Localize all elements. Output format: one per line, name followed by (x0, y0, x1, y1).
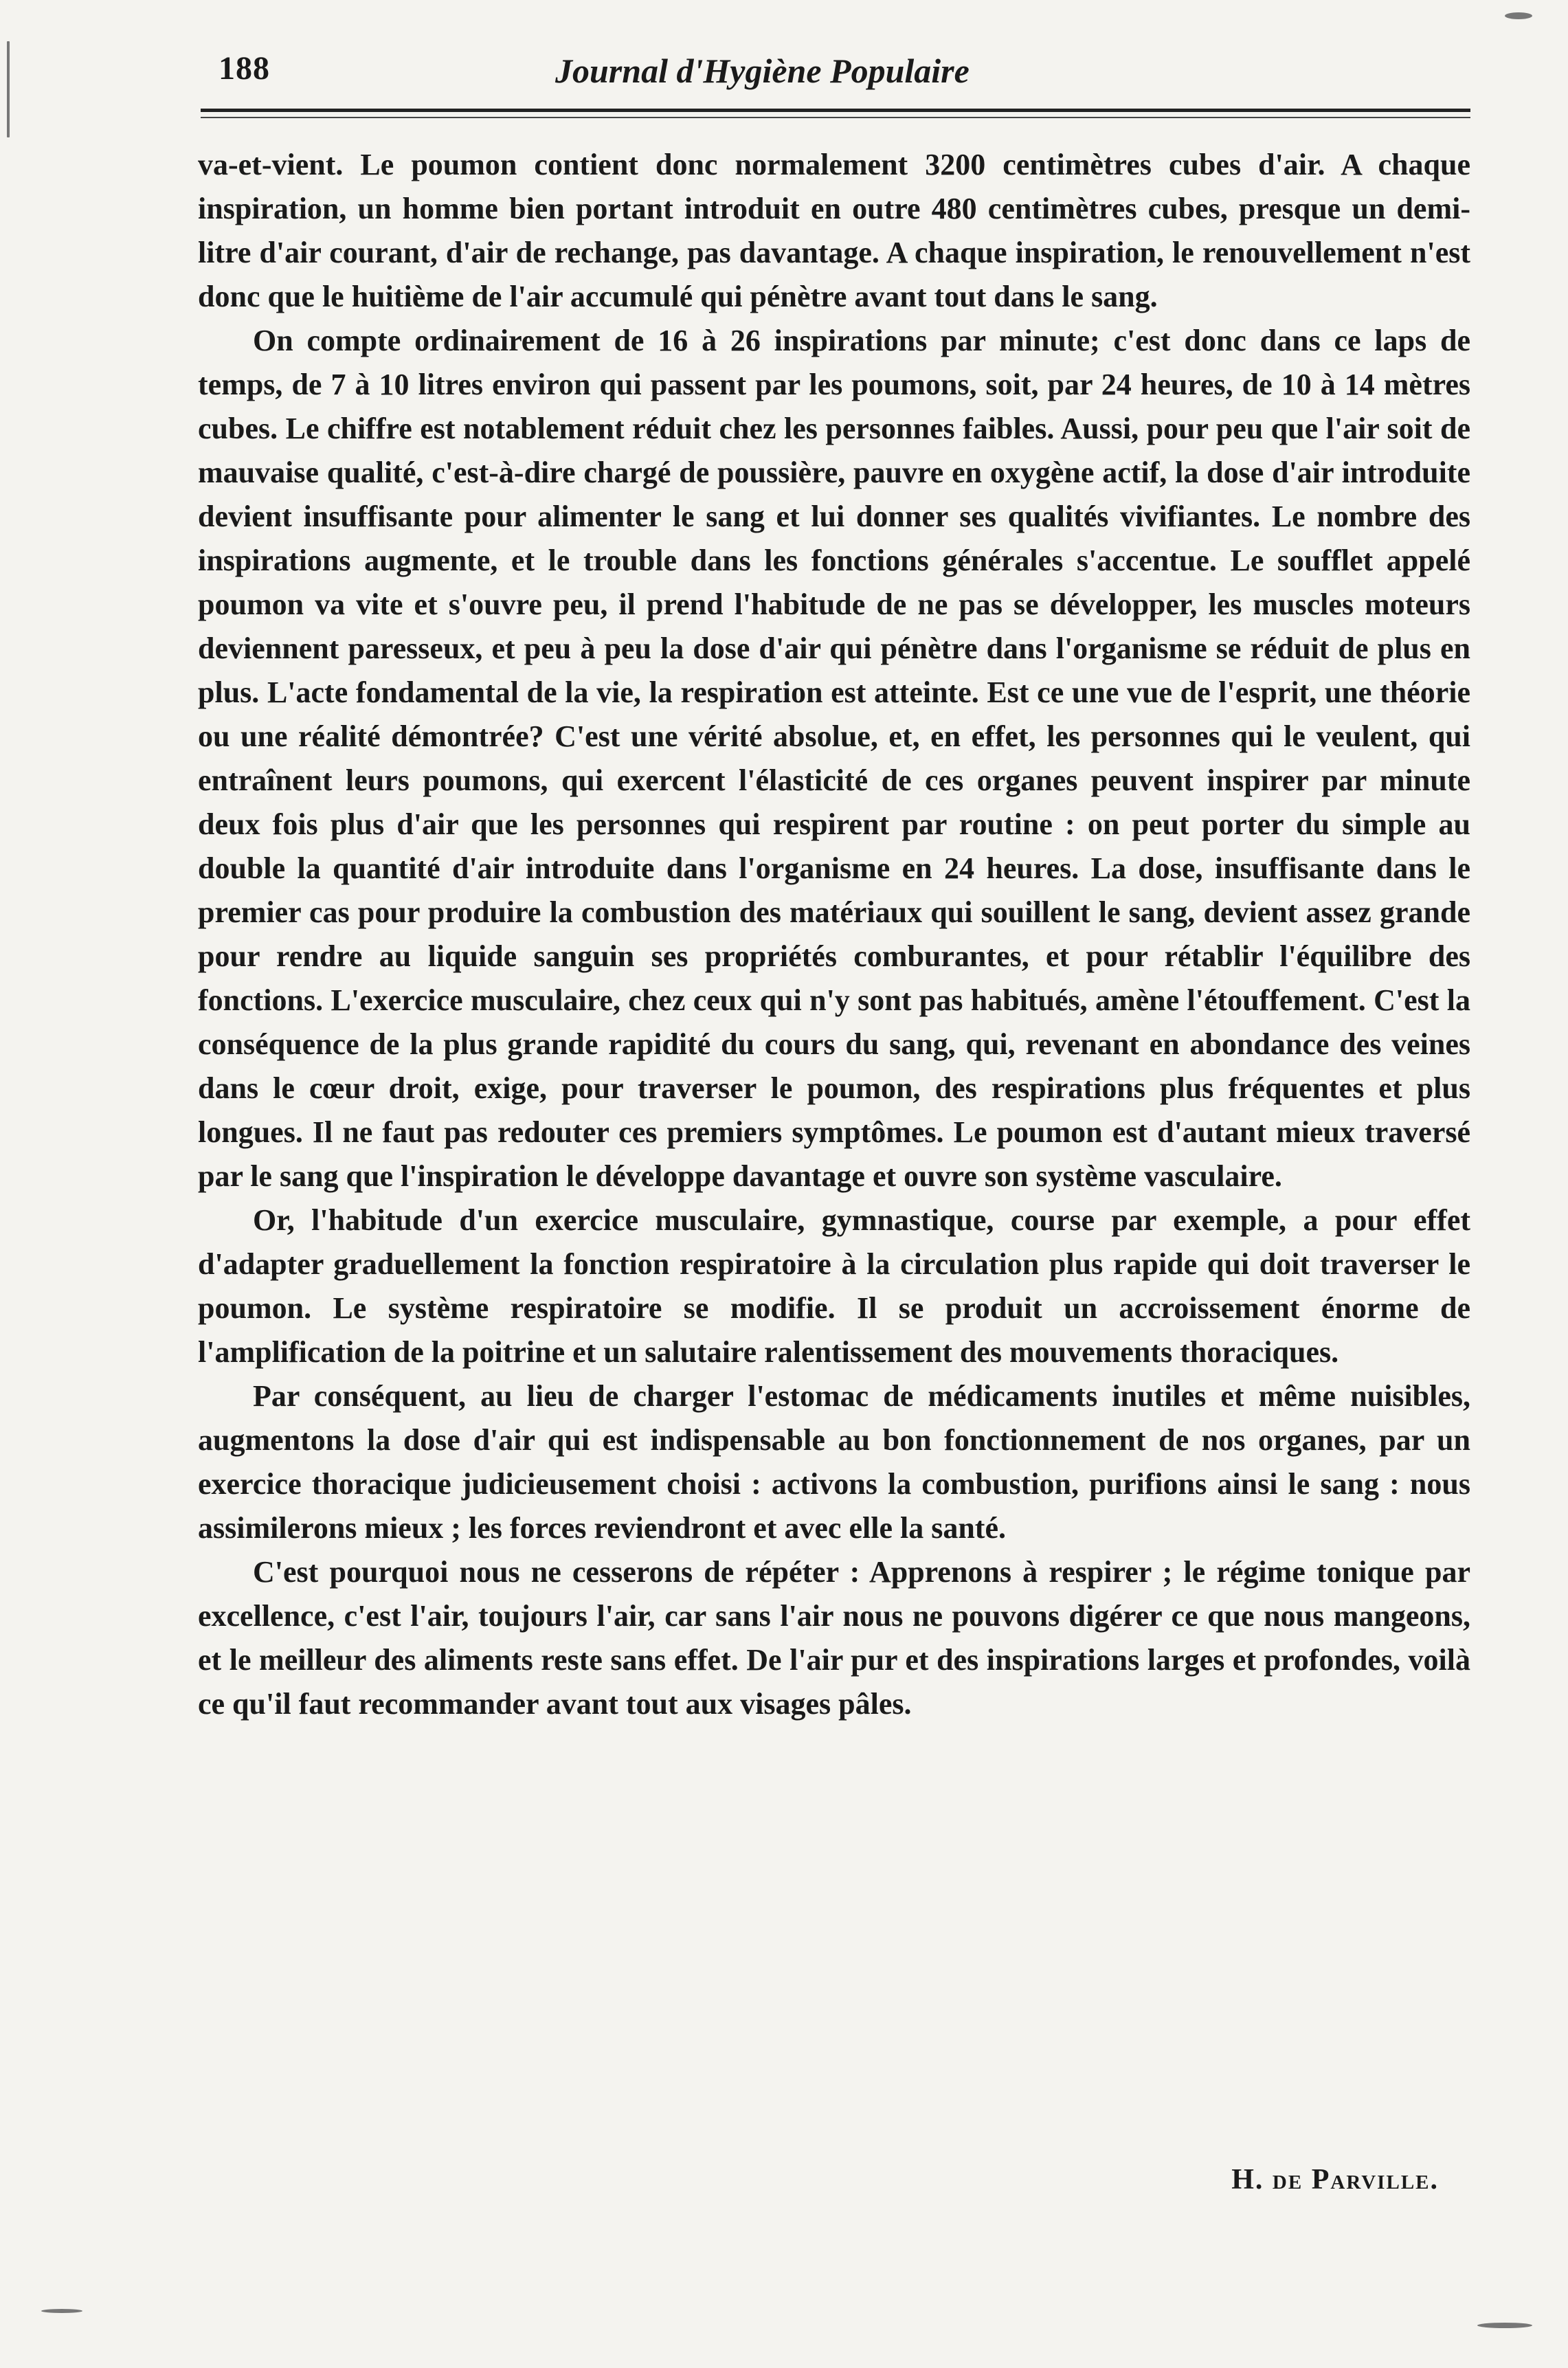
author-signature: H. de Parville. (1231, 2164, 1439, 2196)
scan-artifact (41, 2309, 82, 2313)
running-title: Journal d'Hygiène Populaire (555, 52, 970, 90)
paragraph: va-et-vient. Le poumon contient donc normalement 3200 centimètres cubes d'air. A chaque inspiration, un homme bien portant introduit en outre 480 centimètres cubes, presque un demi-litre d'air courant, d'air de rechange, pas davantage. A chaque inspiration, le renouvellement n'est donc que le huitième de l'air accumulé qui pénètre avant tout dans le sang. (198, 148, 1470, 313)
header-rule-thin (201, 117, 1470, 118)
paragraph: On compte ordinairement de 16 à 26 inspirations par minute; c'est donc dans ce laps de temps, de 7 à 10 litres environ qui passent par les poumons, soit, par 24 heures, de 10 à 14 mètres cubes. Le chiffre est notablement réduit chez les personnes faibles. Aussi, pour peu que l'air soit de mauvaise qualité, c'est-à-dire chargé de poussière, pauvre en oxygène actif, la dose d'air introduite devient insuffisante pour alimenter le sang et lui donner ses qualités vivifiantes. Le nombre des inspirations augmente, et le trouble dans les fonctions générales s'accentue. Le soufflet appelé poumon va vite et s'ouvre peu, il prend l'habitude de ne pas se développer, les muscles moteurs deviennent paresseux, et peu à peu la dose d'air qui pénètre dans l'organisme se réduit de plus en plus. L'acte fondamental de la vie, la respiration est atteinte. Est ce une vue de l'esprit, une théorie ou une réalité démontrée? C'est une vérité absolue, et, en effet, les personnes qui le veulent, qui entraînent leurs poumons, qui exercent l'élasticité de ces organes peuvent inspirer par minute deux fois plus d'air que les personnes qui respirent par routine : on peut porter du simple au double la quantité d'air introduite dans l'organisme en 24 heures. La dose, insuffisante dans le premier cas pour produire la combustion des matériaux qui souillent le sang, devient assez grande pour rendre au liquide sanguin ses propriétés comburantes, et pour rétablir l'équilibre des fonctions. L'exercice musculaire, chez ceux qui n'y sont pas habitués, amène l'étouffement. C'est la conséquence de la plus grande rapidité du cours du sang, qui, revenant en abondance des veines dans le cœur droit, exige, pour traverser le poumon, des respirations plus fréquentes et plus longues. Il ne faut pas redouter ces premiers symptômes. Le poumon est d'autant mieux traversé par le sang que l'inspiration le développe davantage et ouvre son système vasculaire. (198, 324, 1470, 1193)
page-header (219, 49, 1461, 104)
paragraph: Par conséquent, au lieu de charger l'estomac de médicaments inutiles et même nuisibles, augmentons la dose d'air qui est indispensable au bon fonctionnement de nos organes, par un exercice thoracique judicieusement choisi : activons la combustion, purifions ainsi le sang : nous assimilerons mieux ; les forces reviendront et avec elle la santé. (198, 1379, 1470, 1545)
scan-artifact (1477, 2323, 1532, 2328)
article-body (198, 143, 1470, 1726)
page-number: 188 (219, 50, 270, 87)
paragraph: Or, l'habitude d'un exercice musculaire, gymnastique, course par exemple, a pour effet d'adapter graduellement la fonction respiratoire à la circulation plus rapide qui doit traverser le poumon. Le système respiratoire se modifie. Il se produit un accroissement énorme de l'amplification de la poitrine et un salutaire ralentissement des mouvements thoraciques. (198, 1203, 1470, 1369)
header-rule (201, 109, 1470, 112)
scan-artifact (1505, 12, 1532, 19)
paragraph: C'est pourquoi nous ne cesserons de répéter : Apprenons à respirer ; le régime tonique par excellence, c'est l'air, toujours l'air, car sans l'air nous ne pouvons digérer ce que nous mangeons, et le meilleur des aliments reste sans effet. De l'air pur et des inspirations larges et profondes, voilà ce qu'il faut recommander avant tout aux visages pâles. (198, 1555, 1470, 1721)
scan-artifact (7, 41, 10, 137)
